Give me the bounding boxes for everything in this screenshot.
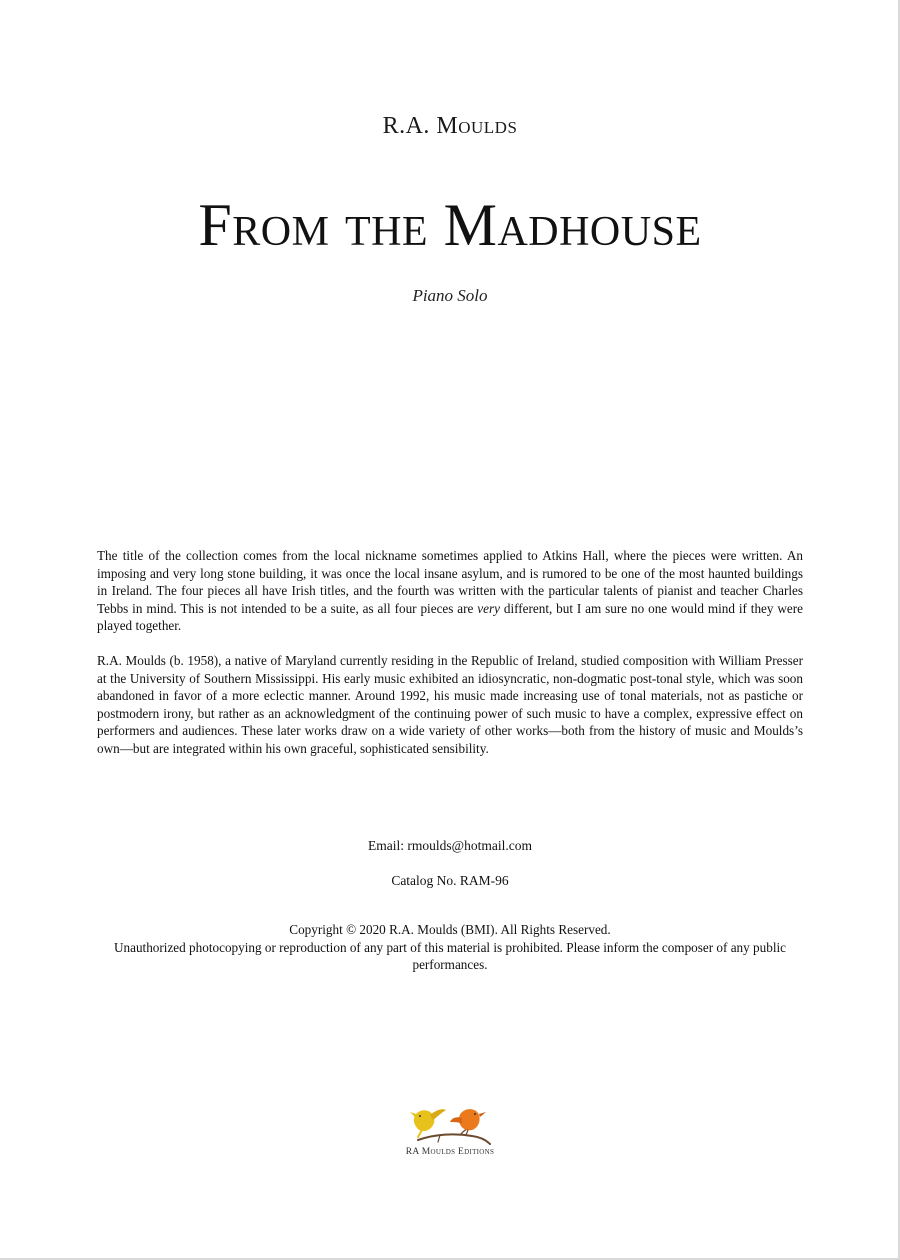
copyright-line: Copyright © 2020 R.A. Moulds (BMI). All Rights Reserved. [289, 922, 611, 937]
description-emphasis: very [477, 600, 500, 616]
composer-name: R.A. Moulds [382, 113, 518, 139]
two-birds-on-branch-icon [400, 1100, 500, 1150]
instrumentation-subtitle: Piano Solo [412, 286, 488, 305]
reproduction-notice: Unauthorized photocopying or reproduction of any part of this material is prohibited. Please inform the composer of any public performances. [113, 939, 787, 973]
description-text-start: The title of the collection comes from the local nickname sometimes applied to Atkins Hall, where the pieces were written. An imposing and very long stone building, it was once the local insane asylum, and is rumored to be one of the most haunted buildings in Ireland. The four pieces all have Irish titles, and the fourth was written with the particular talents of pianist and teacher Charles Tebbs in mind. This is not intended to be a suite, as all four pieces are [97, 548, 803, 616]
copyright-block [90, 921, 810, 974]
catalog-number: Catalog No. RAM-96 [391, 873, 509, 888]
composer-biography-paragraph: R.A. Moulds (b. 1958), a native of Maryland currently residing in the Republic of Ireland, studied composition with William Presser at the University of Southern Mississippi. His early music exhibited an idiosyncratic, non-dogmatic post-tonal style, which was soon abandoned in favor of a more eclectic manner. Around 1992, his music made increasing use of tonal materials, not as pastiche or postmodern irony, but rather as an acknowledgment of the continuing power of such music to have a complex, expressive effect on performers and audiences. These later works draw on a wide variety of other works—both from the history of music and Moulds’s own—but are integrated within his own graceful, sophisticated sensibility. [97, 653, 803, 756]
collection-description-paragraph [97, 547, 803, 635]
description-text-end: different, but I am sure no one would mind if they were played together. [97, 600, 803, 634]
publisher-name: RA Moulds Editions [405, 1147, 495, 1157]
page-title: From the Madhouse [198, 192, 702, 258]
contact-email[interactable]: Email: rmoulds@hotmail.com [368, 838, 532, 853]
